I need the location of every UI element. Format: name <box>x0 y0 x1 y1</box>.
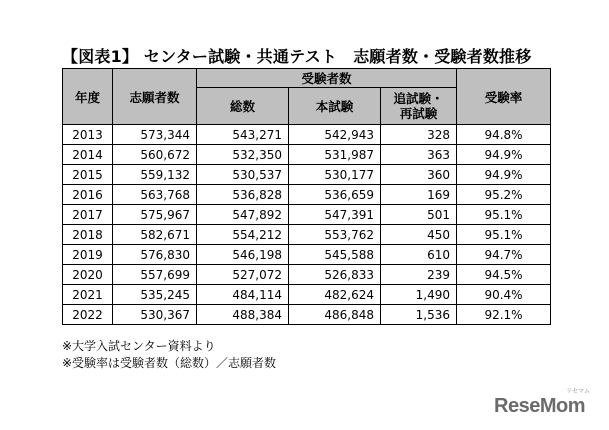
cell-year: 2013 <box>63 125 113 145</box>
cell-main: 547,391 <box>289 205 381 225</box>
cell-year: 2018 <box>63 225 113 245</box>
cell-main: 536,659 <box>289 185 381 205</box>
cell-year: 2020 <box>63 265 113 285</box>
cell-main: 542,943 <box>289 125 381 145</box>
table-row <box>63 225 551 245</box>
header-main-exam: 本試験 <box>289 88 381 125</box>
table-row <box>63 265 551 285</box>
cell-year: 2017 <box>63 205 113 225</box>
cell-applicants: 576,830 <box>113 245 197 265</box>
cell-main: 545,588 <box>289 245 381 265</box>
table-row <box>63 245 551 265</box>
cell-rate: 94.8% <box>457 125 551 145</box>
cell-total: 527,072 <box>197 265 289 285</box>
cell-applicants: 535,245 <box>113 285 197 305</box>
cell-total: 488,384 <box>197 305 289 325</box>
cell-makeup: 1,490 <box>381 285 457 305</box>
cell-applicants: 559,132 <box>113 165 197 185</box>
cell-rate: 94.9% <box>457 145 551 165</box>
cell-year: 2021 <box>63 285 113 305</box>
cell-makeup: 610 <box>381 245 457 265</box>
cell-applicants: 575,967 <box>113 205 197 225</box>
table-row <box>63 125 551 145</box>
cell-main: 482,624 <box>289 285 381 305</box>
cell-total: 536,828 <box>197 185 289 205</box>
cell-makeup: 239 <box>381 265 457 285</box>
cell-main: 553,762 <box>289 225 381 245</box>
header-makeup-exam <box>381 88 457 125</box>
table-row <box>63 145 551 165</box>
cell-total: 543,271 <box>197 125 289 145</box>
cell-makeup: 363 <box>381 145 457 165</box>
resemom-logo: ReseMom <box>494 395 585 417</box>
cell-total: 532,350 <box>197 145 289 165</box>
cell-rate: 94.9% <box>457 165 551 185</box>
note-rate-definition: ※受験率は受験者数（総数）／志願者数 <box>62 356 277 370</box>
header-year: 年度 <box>63 69 113 125</box>
header-rate: 受験率 <box>457 69 551 125</box>
cell-year: 2015 <box>63 165 113 185</box>
cell-year: 2019 <box>63 245 113 265</box>
cell-applicants: 530,367 <box>113 305 197 325</box>
cell-rate: 94.5% <box>457 265 551 285</box>
cell-rate: 95.1% <box>457 205 551 225</box>
cell-rate: 94.7% <box>457 245 551 265</box>
cell-makeup: 360 <box>381 165 457 185</box>
cell-rate: 95.2% <box>457 185 551 205</box>
cell-total: 530,537 <box>197 165 289 185</box>
table-row <box>63 285 551 305</box>
cell-applicants: 563,768 <box>113 185 197 205</box>
cell-makeup: 1,536 <box>381 305 457 325</box>
cell-year: 2022 <box>63 305 113 325</box>
cell-makeup: 450 <box>381 225 457 245</box>
cell-applicants: 557,699 <box>113 265 197 285</box>
table-row <box>63 165 551 185</box>
cell-main: 526,833 <box>289 265 381 285</box>
figure-title: 【図表1】 センター試験・共通テスト 志願者数・受験者数推移 <box>62 47 532 66</box>
cell-total: 547,892 <box>197 205 289 225</box>
cell-applicants: 573,344 <box>113 125 197 145</box>
cell-rate: 90.4% <box>457 285 551 305</box>
cell-makeup: 328 <box>381 125 457 145</box>
cell-total: 546,198 <box>197 245 289 265</box>
cell-makeup: 501 <box>381 205 457 225</box>
cell-makeup: 169 <box>381 185 457 205</box>
header-applicants: 志願者数 <box>113 69 197 125</box>
cell-applicants: 560,672 <box>113 145 197 165</box>
cell-main: 486,848 <box>289 305 381 325</box>
cell-total: 554,212 <box>197 225 289 245</box>
cell-rate: 95.1% <box>457 225 551 245</box>
header-total: 総数 <box>197 88 289 125</box>
table-row <box>63 305 551 325</box>
header-makeup-line2: 再試験 <box>399 106 438 121</box>
cell-rate: 92.1% <box>457 305 551 325</box>
cell-applicants: 582,671 <box>113 225 197 245</box>
logo-subtext: リセマム <box>566 388 590 395</box>
note-source: ※大学入試センター資料より <box>62 339 216 353</box>
table-row <box>63 205 551 225</box>
table-row <box>63 185 551 205</box>
table-header <box>63 69 551 125</box>
header-makeup-line1: 追試験・ <box>393 91 444 106</box>
exam-statistics-table <box>62 68 551 325</box>
table-body <box>63 125 551 325</box>
cell-year: 2014 <box>63 145 113 165</box>
header-examinees-group: 受験者数 <box>197 69 457 88</box>
cell-main: 531,987 <box>289 145 381 165</box>
cell-main: 530,177 <box>289 165 381 185</box>
cell-total: 484,114 <box>197 285 289 305</box>
cell-year: 2016 <box>63 185 113 205</box>
